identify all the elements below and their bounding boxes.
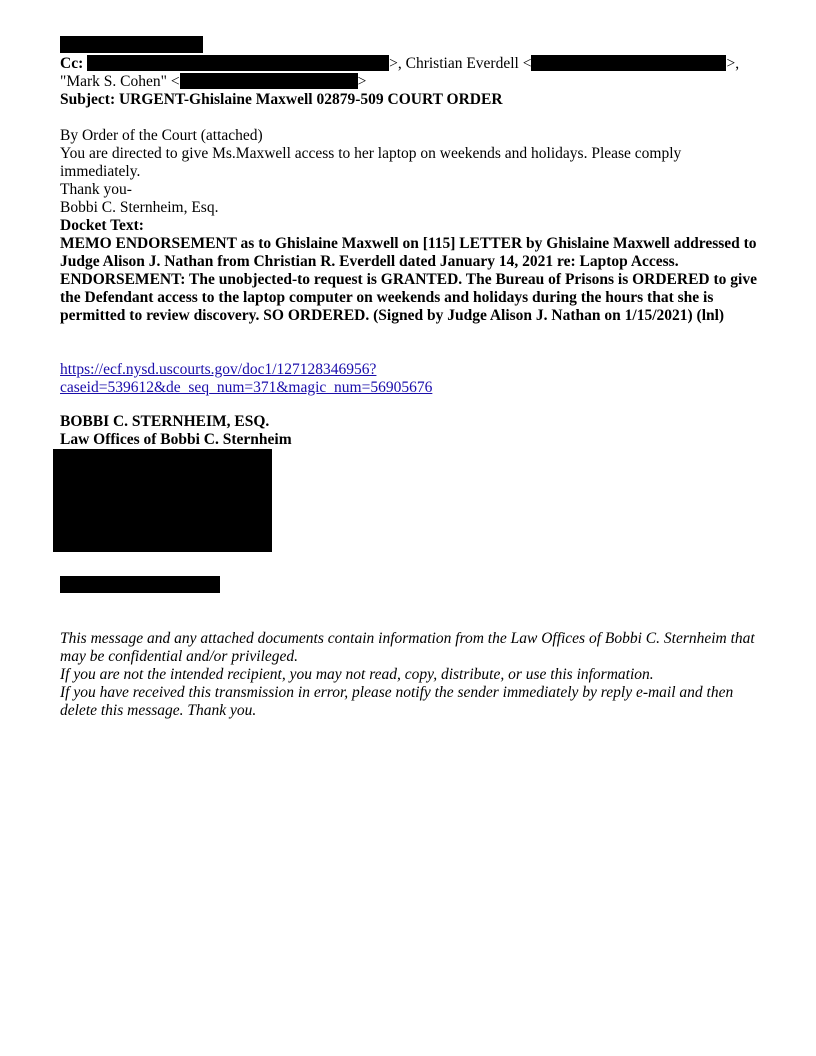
redaction-signature-block bbox=[53, 449, 272, 552]
cc-line2-suffix: > bbox=[357, 73, 367, 90]
disclaimer-line-1: This message and any attached documents contain information from the Law Offices of Bobbi C. Sternheim that may be confidential and/or privileged. bbox=[60, 630, 755, 665]
court-link[interactable] bbox=[60, 361, 760, 397]
disclaimer-line-3: If you have received this transmission in error, please notify the sender immediately by reply e-mail and then delete this message. Thank you. bbox=[60, 684, 734, 719]
redaction-cc-2 bbox=[531, 55, 726, 71]
disclaimer bbox=[60, 630, 760, 720]
docket-label: Docket Text: bbox=[60, 217, 144, 234]
cc-line-2 bbox=[60, 73, 760, 91]
body-line-1: By Order of the Court (attached) bbox=[60, 127, 263, 144]
redaction-top bbox=[60, 36, 203, 53]
signature-firm: Law Offices of Bobbi C. Sternheim bbox=[60, 431, 292, 448]
body-line-3: Thank you- bbox=[60, 181, 132, 198]
body-line-2: You are directed to give Ms.Maxwell access to her laptop on weekends and holidays. Please comply immediately. bbox=[60, 145, 682, 180]
court-link-line-1[interactable]: https://ecf.nysd.uscourts.gov/doc1/127128346956? bbox=[60, 361, 377, 378]
disclaimer-line-2: If you are not the intended recipient, you may not read, copy, distribute, or use this information. bbox=[60, 666, 654, 683]
cc-line bbox=[60, 55, 760, 73]
court-link-line-2[interactable]: caseid=539612&de_seq_num=371&magic_num=56905676 bbox=[60, 379, 433, 396]
cc-label: Cc: bbox=[60, 55, 84, 72]
cc-separator-1: >, Christian Everdell < bbox=[389, 55, 532, 72]
docket-text: MEMO ENDORSEMENT as to Ghislaine Maxwell on [115] LETTER by Ghislaine Maxwell addressed to Judge Alison J. Nathan from Christian R. Everdell dated January 14, 2021 re: Laptop Access. ENDORSEMENT: The unobjected-to request is GRANTED. The Bureau of Prisons is ORDERED to give the Defendant access to the laptop computer on weekends and holidays during the hours that she is permitted to review discovery. SO ORDERED. (Signed by Judge Alison J. Nathan on 1/15/2021) (lnl) bbox=[60, 235, 757, 324]
cc-recipient-name: "Mark S. Cohen" < bbox=[60, 73, 180, 90]
redaction-cc-3 bbox=[180, 73, 358, 89]
redaction-cc-1 bbox=[87, 55, 389, 71]
email-document bbox=[60, 36, 760, 720]
subject-line: Subject: URGENT-Ghislaine Maxwell 02879-509 COURT ORDER bbox=[60, 91, 503, 108]
signature-name: BOBBI C. STERNHEIM, ESQ. bbox=[60, 413, 270, 430]
body-line-4: Bobbi C. Sternheim, Esq. bbox=[60, 199, 219, 216]
redaction-bottom bbox=[60, 576, 220, 593]
cc-separator-2: >, bbox=[726, 55, 740, 72]
